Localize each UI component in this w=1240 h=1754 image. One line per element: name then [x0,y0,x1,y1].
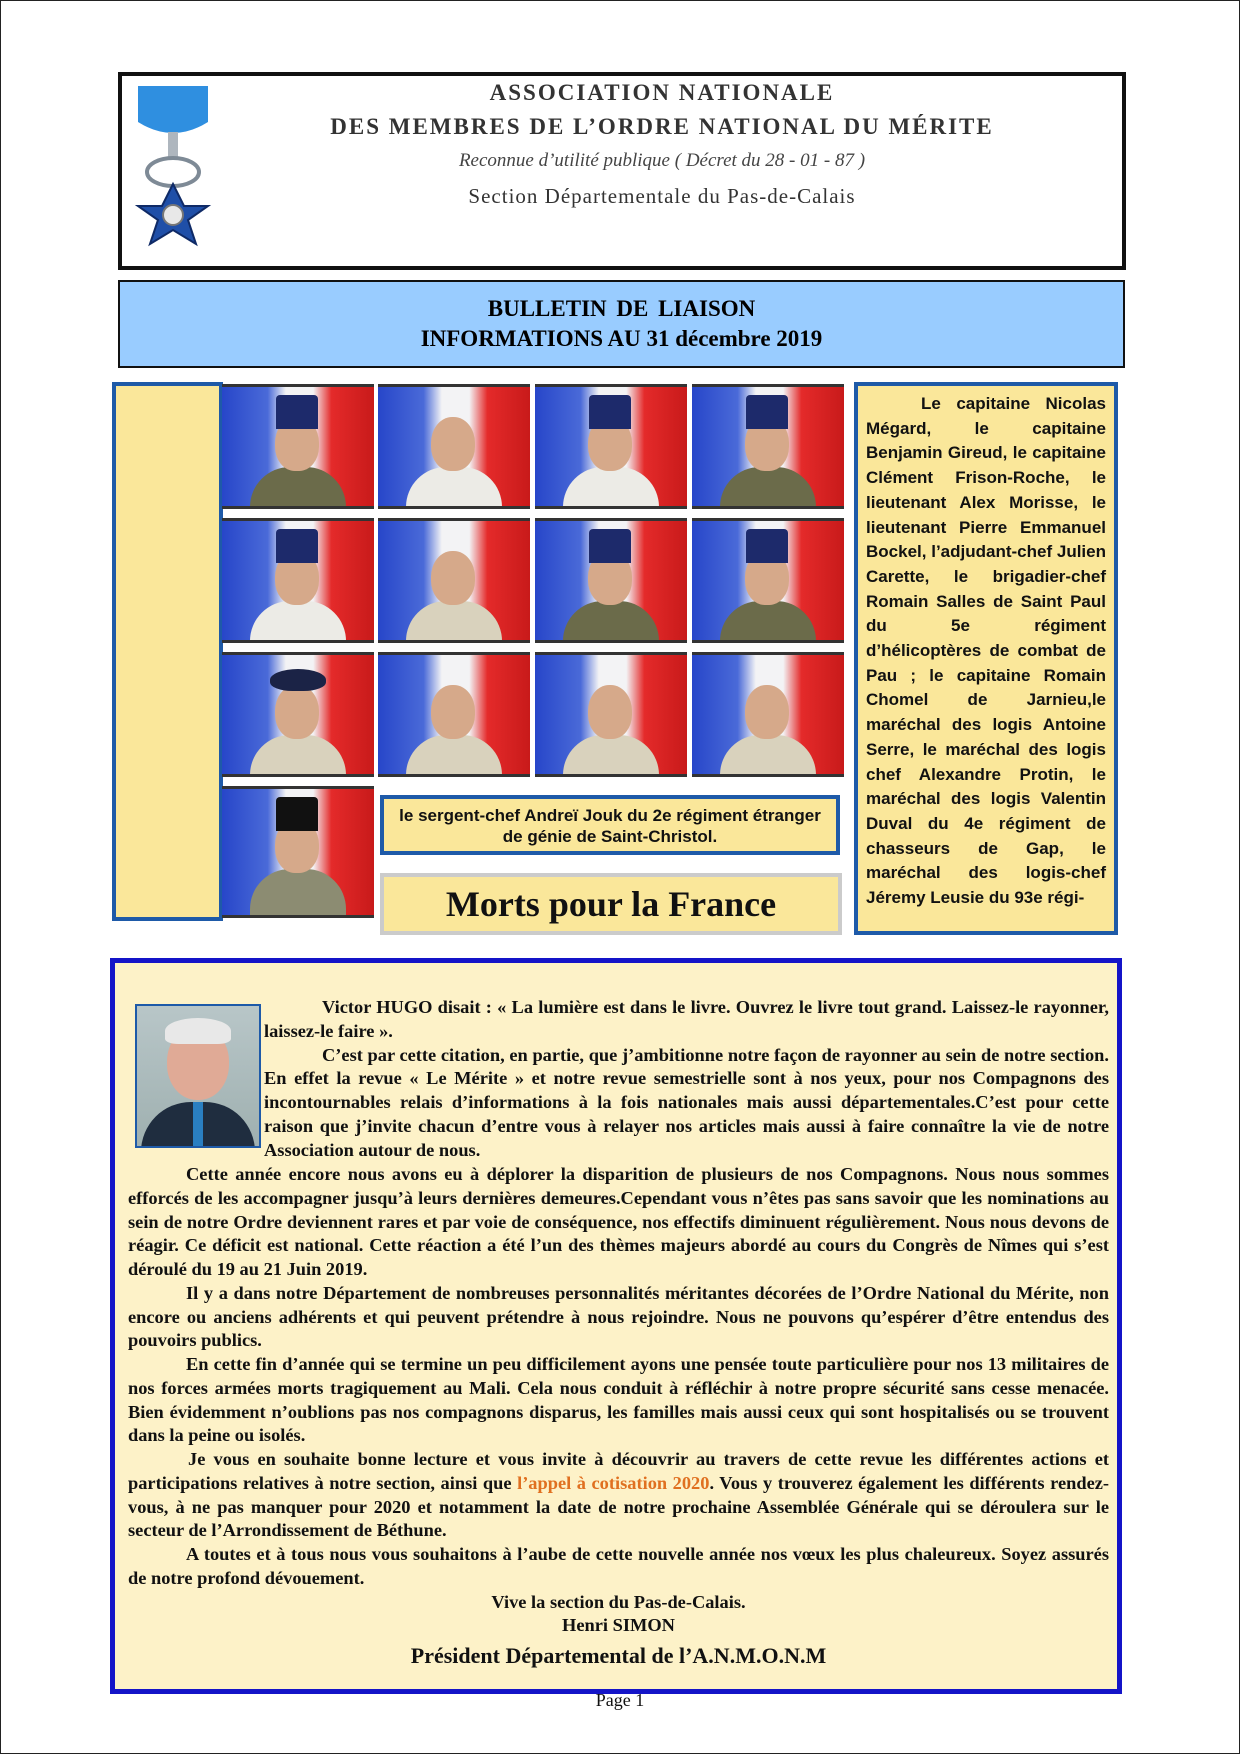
letter-paragraph [128,1448,1109,1543]
soldier-photo [692,384,844,509]
soldier-photo [378,652,530,777]
letter-text-segment: . Vous y trouverez également les différents rendez-vous, à ne pas manquer pour 2020 et notamment la date de notre prochaine Assemblée Générale qui se déroulera sur le secteur de l’Arrondissement de Béthune. [128,1472,1110,1541]
soldier-photo [222,786,374,918]
soldier-photo [692,652,844,777]
association-header [118,72,1126,270]
letter-signature: Henri SIMON [562,1615,675,1636]
association-section: Section Départementale du Pas-de-Calais [468,184,856,208]
association-name-line2: DES MEMBRES DE L’ORDRE NATIONAL DU MÉRITE [330,114,994,139]
letter-paragraph: Il y a dans notre Département de nombreuses personnalités méritantes décorées de l’Ordre National du Mérite, non encore ou anciens adhérents et qui peuvent prétendre à nous rejoindre. Nous ne pouvons qu’espérer d’être entendus des pouvoirs publics. [128,1282,1109,1351]
letter-text-segment: Je vous en souhaite bonne lecture et vous invite à découvrir au travers de cette revue les différentes actions et participations relatives à notre section, ainsi que [128,1449,1109,1493]
fallen-soldiers-names: Le capitaine Nicolas Mégard, le capitaine Benjamin Gireud, le capitaine Clément Frison-Roche, le lieutenant Alex Morisse, le lieutenant Pierre Emmanuel Bockel, l’adjudant-chef Julien Carette, le brigadier-chef Romain Salles de Saint Paul du 5e régiment d’hélicoptères de combat de Pau ; le capitaine Romain Chomel de Jarnieu,le maréchal des logis Antoine Serre, le maréchal des logis chef Alexandre Protin, le maréchal des logis Valentin Duval du 4e régiment de chasseurs de Gap, le maréchal des logis-chef Jéremy Leusie du 93e régi- [854,382,1118,935]
soldier-photo [692,518,844,643]
soldier-photo [222,518,374,643]
bulletin-subtitle: INFORMATIONS AU 31 décembre 2019 [420,326,823,351]
soldier-photo [535,652,687,777]
cotisation-highlight: l’appel à cotisation 2020 [517,1472,710,1493]
letter-paragraph: C’est par cette citation, en partie, que j’ambitionne notre façon de rayonner au sein de notre section. En effet la revue « Le Mérite » et notre revue semestrielle sont à nos yeux, pour nos Compagnons des incontournables relais d’informations à la fois nationales mais aussi départementales.C’est pour cette raison que j’invite chacun d’entre vous à relayer nos articles mais aussi à faire connaître la vie de notre Association autour de nous. [264,1044,1109,1160]
association-decree: Reconnue d’utilité publique ( Décret du 28 - 01 - 87 ) [458,150,866,171]
letter-intro [264,996,1109,1162]
association-name-line1: ASSOCIATION NATIONALE [489,80,835,105]
letter-signatory-title: Président Départemental de l’A.N.M.O.N.M [410,1643,827,1668]
letter-body [128,1163,1109,1668]
morts-pour-la-france-heading: Morts pour la France [380,873,842,935]
left-decor-panel [112,382,223,921]
bulletin-title: BULLETIN DE LIAISON [487,296,756,321]
president-letter [110,958,1122,1694]
bulletin-banner [118,280,1125,368]
soldier-photo [535,518,687,643]
soldier-photo [222,652,374,777]
letter-paragraph: A toutes et à tous nous vous souhaitons à l’aube de cette nouvelle année nos vœux les plus chaleureux. Soyez assurés de notre profond dévouement. [128,1544,1109,1588]
soldier-photo [378,518,530,643]
letter-paragraph: En cette fin d’année qui se termine un peu difficilement ayons une pensée toute particulière pour nos 13 militaires de nos forces armées morts tragiquement au Mali. Cela nous conduit à réfléchir à notre propre sécurité sans cesse menacée. Bien évidemment n’oublions pas nos compagnons disparus, les familles mais aussi ceux qui sont hospitalisés ou se trouvent dans la peine ou isolés. [128,1354,1109,1446]
soldier-photo [222,384,374,509]
jouk-caption: le sergent-chef Andreï Jouk du 2e régiment étranger de génie de Saint-Christol. [380,795,840,855]
soldier-photo [378,384,530,509]
letter-paragraph: Cette année encore nous avons eu à déplorer la disparition de plusieurs de nos Compagnons. Nous nous sommes efforcés de les accompagner jusqu’à leurs dernières demeures.Cependant vous n’êtes pas sans savoir que les nominations au sein de notre Ordre deviennent rares et par voie de conséquence, nos effectifs diminuent régulièrement. Nous nous devons de réagir. Ce déficit est national. Cette réaction a été l’un des thèmes majeurs abordé au cours du Congrès de Nîmes qui s’est déroulé du 19 au 21 Juin 2019. [128,1164,1109,1279]
letter-closing: Vive la section du Pas-de-Calais. [491,1591,746,1612]
president-portrait [135,1004,261,1148]
soldier-photo [535,384,687,509]
letter-paragraph: Victor HUGO disait : « La lumière est dans le livre. Ouvrez le livre tout grand. Laissez-le rayonner, laissez-le faire ». [264,997,1109,1041]
medal-icon [128,82,218,262]
page-number: Page 1 [595,1690,645,1710]
